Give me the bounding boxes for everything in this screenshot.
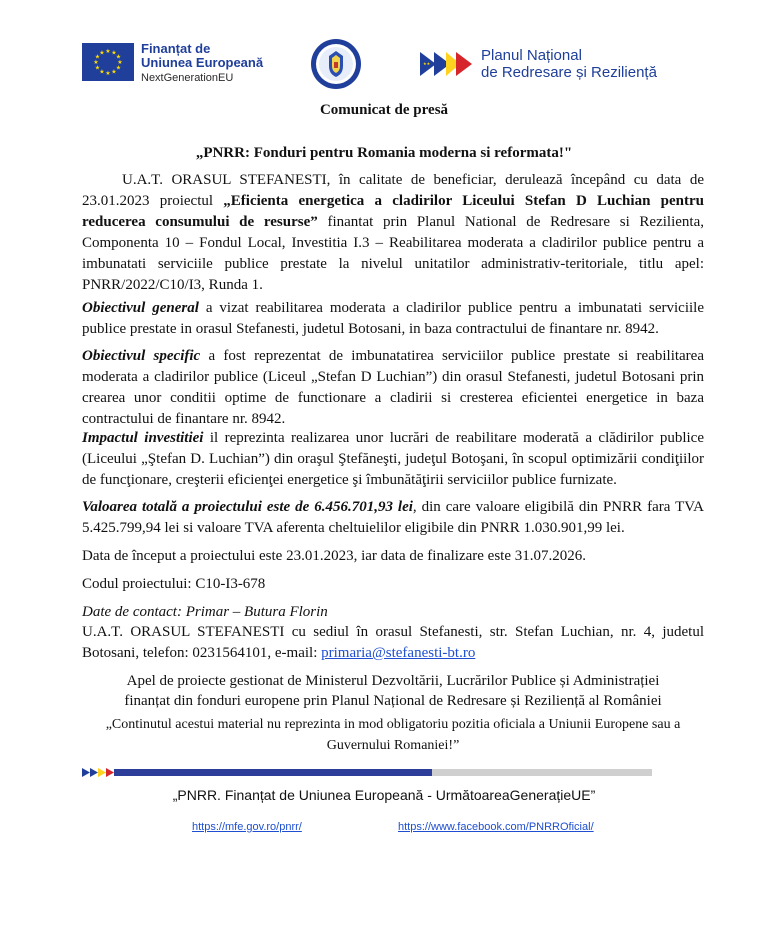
contact-paragraph [82,622,704,664]
pnrr-line-1: Planul Național [481,47,582,64]
footer-divider-bar [82,765,652,776]
pnrr-line-2: de Redresare și Reziliență [481,64,657,81]
specific-objective-label: Obiectivul specific [82,348,201,364]
intro-paragraph [82,170,704,296]
eu-funding-label [141,42,263,85]
impact-text: il reprezinta realizarea unor lucrări de reabilitare moderată a clădirilor publice (Liceului „Ştefan D. Luchian”) din oraşul Ştefăneşti, judeţul Botoşani, în scopul optimizării condiţiilor de funcţionare, creşterii eficienţei energetice şi îmbunătăţirii serviciilor publice furnizate. [82,430,704,488]
contact-label-text: Date de contact: Primar – Butura Florin [82,604,328,620]
contact-text: U.A.T. ORASUL STEFANESTI cu sediul în orasul Stefanesti, str. Stefan Luchian, nr. 4, judetul Botosani, telefon: 0231564101, e-mail: [82,624,704,661]
page-title: Comunicat de presă [319,102,449,118]
intro-text-b: finantat prin Planul National de Redresare si Rezilienta, Componenta 10 – Fondul Local, Investitia I.3 – Reabilitarea moderata a cladirilor publice pentru a imbunatati serviciile publice prestate la nivelul unitatilor administrativ-teritoriale, titlu apel: PNRR/2022/C10/I3, Runda 1. [82,214,704,293]
call-info [82,671,704,711]
eu-flag-icon [82,43,134,81]
footer-link-facebook[interactable]: https://www.facebook.com/PNRROficial/ [398,821,594,833]
impact-label: Impactul investitiei [82,430,204,446]
svg-text:★: ★ [111,68,117,76]
svg-text:★: ★ [115,64,122,72]
value-text: , din care valoare eligibilă din PNRR fara TVA 5.425.799,94 lei si valoare TVA aferenta cheltuielilor eligibile din PNRR 1.030.901,99 lei. [82,499,704,536]
call-info-line-2: finanțat din fonduri europene prin Planul Național de Redresare și Reziliență al României [124,693,662,709]
general-objective-label: Obiectivul general [82,300,199,316]
project-code: Codul proiectului: C10-I3-678 [82,576,266,592]
footer-link-mfe[interactable]: https://mfe.gov.ro/pnrr/ [192,821,302,833]
general-objective-paragraph [82,298,704,340]
svg-text:★★: ★★ [423,61,431,66]
value-label: Valoarea totală a proiectului este de 6.456.701,93 lei [82,499,413,515]
contact-label [82,602,704,623]
svg-text:★: ★ [94,53,101,61]
government-seal-icon [310,38,362,90]
eu-line-1: Finanțat de [141,41,211,56]
pnrr-arrow-logo-icon [420,48,472,80]
specific-objective-text: a fost reprezentat de imbunatatirea serviciilor publice prestate si reabilitarea moderata a cladirilor publice (Liceul „Stefan D Luchian”) din orasul Stefanesti, judetul Botosani prin crearea unor conditii optime de functionare a cladirii si cresterea eficientei energetice in baza contractului de finantare nr. 8942. [82,348,704,427]
svg-text:★: ★ [94,64,101,72]
specific-objective-paragraph [82,346,704,430]
svg-text:★: ★ [99,68,105,76]
call-info-line-1: Apel de proiecte gestionat de Ministerul Dezvoltării, Lucrărilor Publice și Administrației [126,673,660,689]
disclaimer: „Continutul acestui material nu reprezinta in mod obligatoriu pozitia oficiala a Uniunii Europene sau a Guvernului Romaniei!” [105,717,681,753]
intro-text-a: U.A.T. ORASUL STEFANESTI, în calitate de beneficiar, derulează începând cu data de 23.01.2023 proiectul [82,172,704,209]
eu-line-2: Uniunea Europeană [141,55,264,70]
impact-paragraph [82,428,704,491]
svg-text:★: ★ [117,59,123,66]
page-subtitle: „PNRR: Fonduri pentru Romania moderna si reformata!" [195,145,573,161]
svg-text:★: ★ [105,48,111,55]
svg-text:★: ★ [93,59,99,66]
general-objective-text: a vizat reabilitarea moderata a cladirilor publice pentru a imbunatati serviciile publice prestate in orasul Stefanesti, judetul Botosani, in baza contractului de finantare nr. 8942. [82,300,704,337]
project-name: „Eficienta energetica a cladirilor Liceului Stefan D Luchian pentru reducerea consumului de resurse” [82,193,704,230]
pnrr-label [481,47,657,81]
svg-text:★: ★ [115,53,122,61]
eu-line-3: NextGenerationEU [141,72,234,84]
value-paragraph [82,497,704,539]
dates-paragraph: Data de început a proiectului este 23.01.2023, iar data de finalizare este 31.07.2026. [82,548,586,564]
svg-text:★: ★ [99,49,105,57]
svg-text:★: ★ [111,49,117,57]
contact-email-link[interactable]: primaria@stefanesti-bt.ro [321,645,476,661]
svg-text:★: ★ [105,70,111,77]
footer-slogan: „PNRR. Finanțat de Uniunea Europeană - UrmătoareaGenerațieUE” [172,787,596,803]
